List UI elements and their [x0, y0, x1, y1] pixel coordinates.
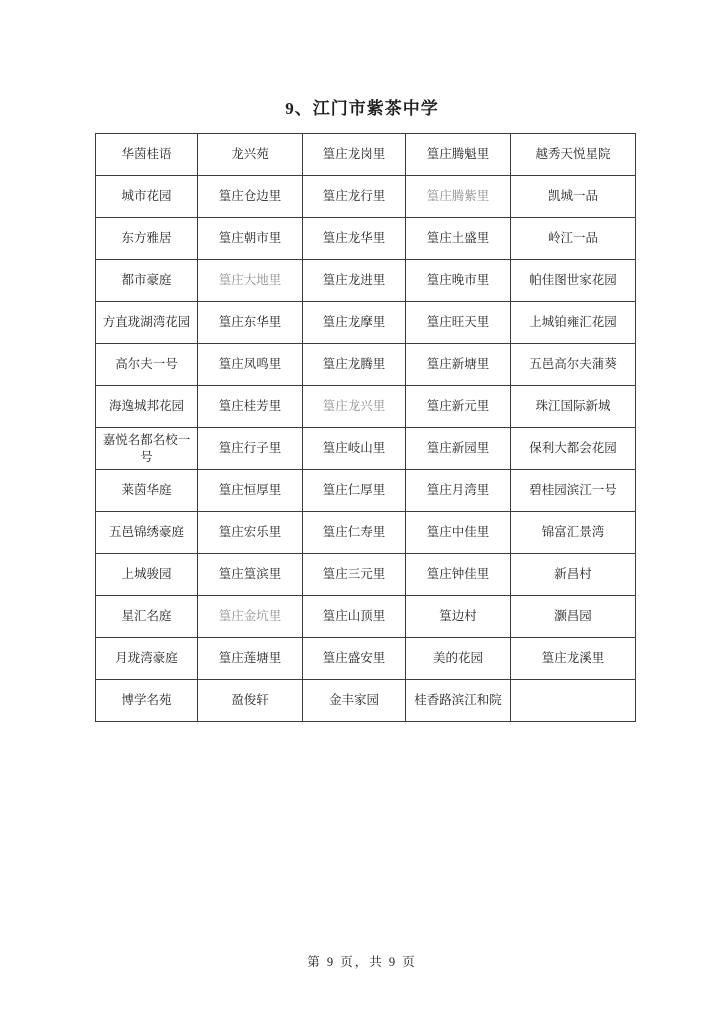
table-cell: 新昌村 — [511, 554, 636, 596]
table-cell: 篁庄桂芳里 — [198, 386, 303, 428]
table-cell: 篁边村 — [406, 596, 511, 638]
table-cell: 篁庄宏乐里 — [198, 512, 303, 554]
table-row — [96, 218, 636, 260]
table-cell — [511, 680, 636, 722]
table-cell: 灏昌园 — [511, 596, 636, 638]
table-cell: 凯城一品 — [511, 176, 636, 218]
page-title: 9、江门市紫茶中学 — [285, 99, 439, 118]
table-cell: 篁庄朝市里 — [198, 218, 303, 260]
table-cell: 五邑高尔夫蒲葵 — [511, 344, 636, 386]
table-cell: 金丰家园 — [303, 680, 406, 722]
schools-table — [95, 133, 636, 722]
table-cell: 篁庄恒厚里 — [198, 470, 303, 512]
table-cell: 华茵桂语 — [96, 134, 198, 176]
table-cell: 上城骏园 — [96, 554, 198, 596]
table-cell: 篁庄龙行里 — [303, 176, 406, 218]
table-cell: 篁庄龙兴里 — [303, 386, 406, 428]
table-cell: 篁庄土盛里 — [406, 218, 511, 260]
table-cell: 篁庄仓边里 — [198, 176, 303, 218]
table-cell: 篁庄腾魁里 — [406, 134, 511, 176]
table-cell: 篁庄旺天里 — [406, 302, 511, 344]
table-cell: 篁庄盛安里 — [303, 638, 406, 680]
table-cell: 篁庄三元里 — [303, 554, 406, 596]
schools-table-container — [95, 133, 636, 722]
table-cell: 帕佳图世家花园 — [511, 260, 636, 302]
table-row — [96, 596, 636, 638]
table-row — [96, 638, 636, 680]
table-cell: 篁庄大地里 — [198, 260, 303, 302]
table-cell: 桂香路滨江和院 — [406, 680, 511, 722]
table-cell: 篁庄龙摩里 — [303, 302, 406, 344]
table-cell: 篁庄篁滨里 — [198, 554, 303, 596]
table-cell: 锦富汇景湾 — [511, 512, 636, 554]
table-cell: 东方雅居 — [96, 218, 198, 260]
table-cell: 篁庄龙岗里 — [303, 134, 406, 176]
table-cell: 岭江一品 — [511, 218, 636, 260]
table-cell: 都市豪庭 — [96, 260, 198, 302]
table-cell: 篁庄金坑里 — [198, 596, 303, 638]
table-cell: 星汇名庭 — [96, 596, 198, 638]
table-row — [96, 554, 636, 596]
table-cell: 高尔夫一号 — [96, 344, 198, 386]
table-cell: 五邑锦绣豪庭 — [96, 512, 198, 554]
table-row — [96, 176, 636, 218]
table-cell: 博学名苑 — [96, 680, 198, 722]
table-cell: 月珑湾豪庭 — [96, 638, 198, 680]
table-cell: 篁庄腾紫里 — [406, 176, 511, 218]
table-cell: 篁庄岐山里 — [303, 428, 406, 470]
table-cell: 篁庄龙华里 — [303, 218, 406, 260]
table-row — [96, 344, 636, 386]
table-row — [96, 512, 636, 554]
table-cell: 美的花园 — [406, 638, 511, 680]
table-cell: 莱茵华庭 — [96, 470, 198, 512]
table-cell: 方直珑湖湾花园 — [96, 302, 198, 344]
table-cell: 篁庄晚市里 — [406, 260, 511, 302]
table-row — [96, 302, 636, 344]
table-row — [96, 428, 636, 470]
table-cell: 海逸城邦花园 — [96, 386, 198, 428]
table-row — [96, 680, 636, 722]
table-cell: 篁庄龙进里 — [303, 260, 406, 302]
table-cell: 篁庄中佳里 — [406, 512, 511, 554]
table-cell: 龙兴苑 — [198, 134, 303, 176]
table-cell: 篁庄龙溪里 — [511, 638, 636, 680]
table-cell: 篁庄凤鸣里 — [198, 344, 303, 386]
table-cell: 篁庄行子里 — [198, 428, 303, 470]
table-cell: 篁庄仁寿里 — [303, 512, 406, 554]
table-cell: 篁庄山顶里 — [303, 596, 406, 638]
table-cell: 越秀天悦星院 — [511, 134, 636, 176]
table-row — [96, 470, 636, 512]
table-cell: 城市花园 — [96, 176, 198, 218]
table-cell: 篁庄龙腾里 — [303, 344, 406, 386]
table-cell: 篁庄新塘里 — [406, 344, 511, 386]
table-row — [96, 386, 636, 428]
table-cell: 盈俊轩 — [198, 680, 303, 722]
table-cell: 篁庄钟佳里 — [406, 554, 511, 596]
table-cell: 保利大都会花园 — [511, 428, 636, 470]
table-cell: 篁庄新园里 — [406, 428, 511, 470]
schools-table-body — [96, 134, 636, 722]
table-cell: 篁庄莲塘里 — [198, 638, 303, 680]
table-cell: 嘉悦名都名校一号 — [96, 428, 198, 470]
table-cell: 珠江国际新城 — [511, 386, 636, 428]
table-row — [96, 134, 636, 176]
table-cell: 篁庄月湾里 — [406, 470, 511, 512]
table-cell: 篁庄仁厚里 — [303, 470, 406, 512]
table-row — [96, 260, 636, 302]
table-cell: 碧桂园滨江一号 — [511, 470, 636, 512]
table-cell: 篁庄东华里 — [198, 302, 303, 344]
table-cell: 篁庄新元里 — [406, 386, 511, 428]
page-number: 第 9 页，共 9 页 — [307, 955, 417, 969]
table-cell: 上城铂雍汇花园 — [511, 302, 636, 344]
